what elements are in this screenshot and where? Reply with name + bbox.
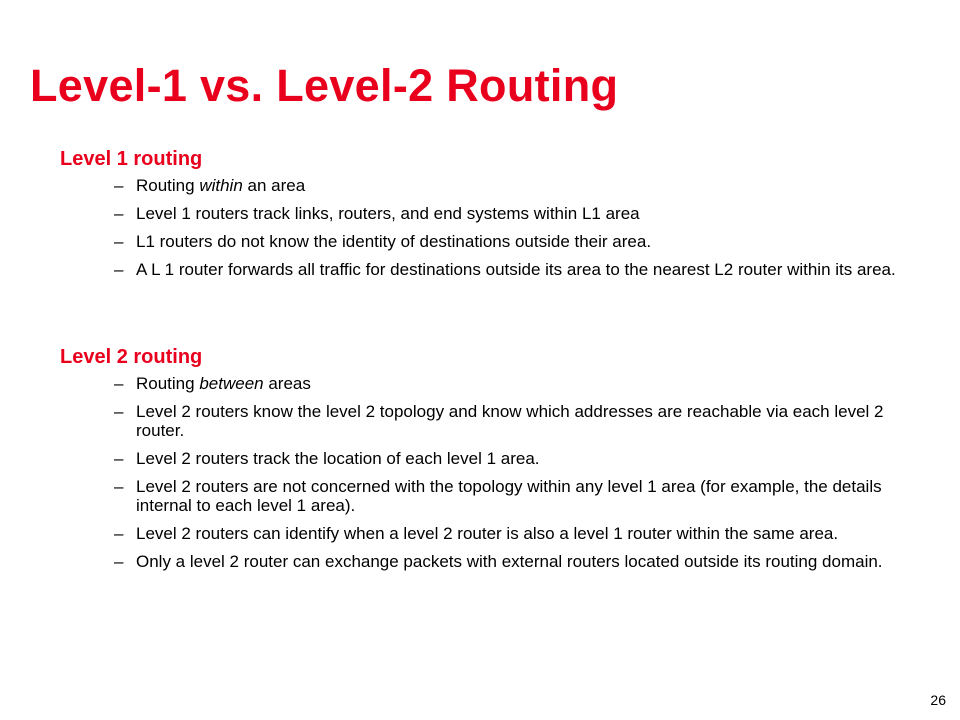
list-item: – Only a level 2 router can exchange packets with external routers located outside its routing domain. — [114, 552, 883, 571]
dash-bullet: – — [114, 232, 124, 251]
list-item: – Level 2 routers know the level 2 topology and know which addresses are reachable via each level 2 router. — [114, 402, 884, 440]
dash-bullet: – — [114, 260, 124, 279]
list-item: – L1 routers do not know the identity of destinations outside their area. — [114, 232, 652, 251]
dash-bullet: – — [114, 176, 124, 195]
section-heading: Level 1 routing — [60, 148, 203, 170]
bullet-list — [60, 374, 920, 571]
level2-section — [60, 344, 920, 580]
list-item: – Level 2 routers can identify when a level 2 router is also a level 1 router within the same area. — [114, 524, 839, 543]
list-item: – Level 2 routers track the location of each level 1 area. — [114, 449, 540, 468]
dash-bullet: – — [114, 374, 124, 393]
list-item: – Routing between areas — [114, 374, 311, 393]
dash-bullet: – — [114, 524, 124, 543]
bullet-list — [60, 176, 920, 279]
list-item: – Level 1 routers track links, routers, and end systems within L1 area — [114, 204, 640, 223]
dash-bullet: – — [114, 552, 124, 571]
dash-bullet: – — [114, 402, 124, 421]
slide-title: Level-1 vs. Level-2 Routing — [30, 60, 619, 111]
section-heading: Level 2 routing — [60, 346, 203, 368]
dash-bullet: – — [114, 477, 124, 496]
list-item: – A L 1 router forwards all traffic for destinations outside its area to the nearest L2 router within its area. — [114, 260, 896, 279]
dash-bullet: – — [114, 204, 124, 223]
list-item: – Routing within an area — [114, 176, 306, 195]
list-item: – Level 2 routers are not concerned with the topology within any level 1 area (for example, the details internal to each level 1 area). — [114, 477, 882, 515]
dash-bullet: – — [114, 449, 124, 468]
level1-section — [60, 146, 920, 288]
slide-number: 26 — [930, 692, 946, 708]
